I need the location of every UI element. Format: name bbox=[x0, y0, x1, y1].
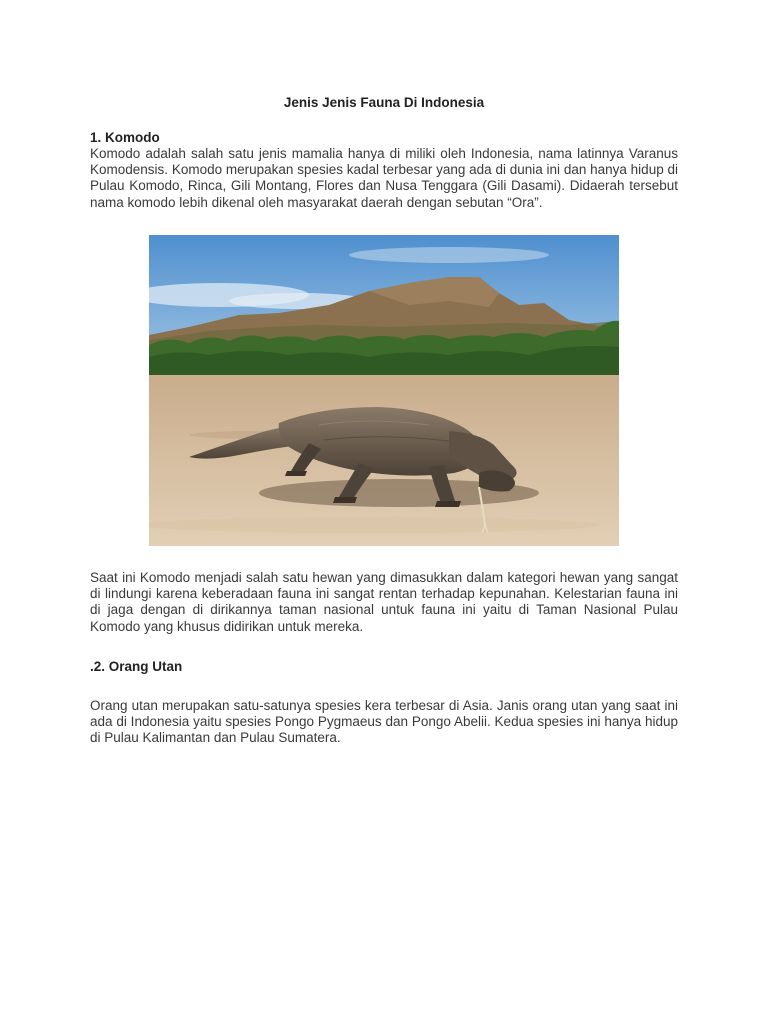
document-title: Jenis Jenis Fauna Di Indonesia bbox=[283, 95, 485, 110]
paragraph-komodo-intro: Komodo adalah salah satu jenis mamalia hanya di miliki oleh Indonesia, nama latinnya Varanus Komodensis. Komodo merupakan spesies kadal terbesar yang ada di dunia ini dan hanya hidup di Pulau Komodo, Rinca, Gili Montang, Flores dan Nusa Tenggara (Gili Dasami). Didaerah tersebut nama komodo lebih dikenal oleh masyarakat daerah dengan sebutan “Ora”. bbox=[90, 146, 678, 210]
komodo-dragon-photo bbox=[149, 235, 619, 546]
section-heading-komodo: 1. Komodo bbox=[90, 130, 160, 145]
paragraph-orang-utan: Orang utan merupakan satu-satunya spesies kera terbesar di Asia. Janis orang utan yang saat ini ada di Indonesia yaitu spesies Pongo Pygmaeus dan Pongo Abelii. Kedua spesies ini hanya hidup di Pulau Kalimantan dan Pulau Sumatera. bbox=[90, 698, 678, 746]
komodo-scene-illustration bbox=[149, 235, 619, 546]
section-heading-orang-utan: .2. Orang Utan bbox=[90, 659, 183, 674]
paragraph-komodo-conservation: Saat ini Komodo menjadi salah satu hewan yang dimasukkan dalam kategori hewan yang sangat di lindungi karena keberadaan fauna ini sangat rentan terhadap kepunahan. Kelestarian fauna ini di jaga dengan di dirikannya taman nasional untuk fauna ini yaitu di Taman Nasional Pulau Komodo yang khusus didirikan untuk mereka. bbox=[90, 570, 678, 634]
